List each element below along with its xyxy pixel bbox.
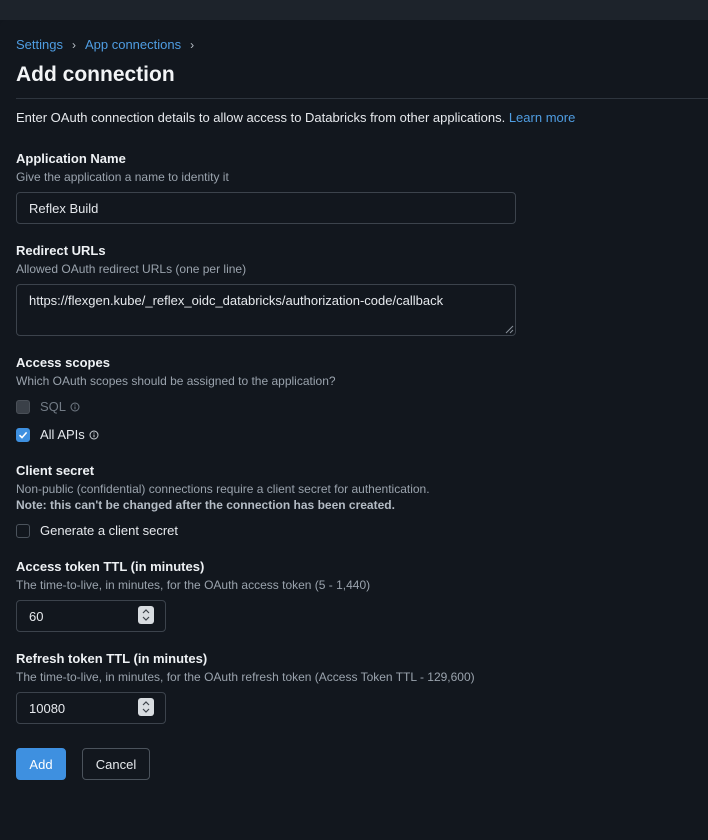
scope-sql-option bbox=[16, 399, 80, 414]
access-ttl-stepper[interactable] bbox=[138, 606, 154, 624]
generate-secret-checkbox[interactable] bbox=[16, 524, 30, 538]
client-secret-hint: Non-public (confidential) connections require a client secret for authentication. bbox=[16, 482, 430, 496]
redirect-urls-wrapper bbox=[16, 284, 516, 336]
refresh-ttl-label: Refresh token TTL (in minutes) bbox=[16, 651, 208, 666]
app-name-label: Application Name bbox=[16, 151, 126, 166]
access-ttl-label: Access token TTL (in minutes) bbox=[16, 559, 205, 574]
chevron-right-icon: › bbox=[190, 38, 195, 52]
refresh-ttl-stepper[interactable] bbox=[138, 698, 154, 716]
info-icon[interactable] bbox=[70, 402, 80, 412]
redirect-urls-label: Redirect URLs bbox=[16, 243, 106, 258]
generate-secret-option bbox=[16, 523, 178, 538]
add-connection-panel bbox=[0, 20, 708, 840]
add-button[interactable]: Add bbox=[16, 748, 66, 780]
scope-all-apis-option bbox=[16, 427, 99, 442]
spinner-arrows-icon bbox=[138, 698, 154, 716]
chevron-right-icon: › bbox=[71, 38, 76, 52]
redirect-urls-textarea[interactable] bbox=[16, 284, 516, 336]
app-name-hint: Give the application a name to identity it bbox=[16, 170, 229, 184]
learn-more-link[interactable]: Learn more bbox=[508, 110, 576, 125]
generate-secret-label: Generate a client secret bbox=[40, 523, 179, 538]
scope-sql-label: SQL bbox=[40, 399, 67, 414]
breadcrumb-app-connections[interactable]: App connections bbox=[84, 37, 182, 52]
app-name-input[interactable] bbox=[16, 192, 516, 224]
breadcrumb-settings[interactable]: Settings bbox=[16, 37, 63, 52]
breadcrumb bbox=[16, 37, 203, 52]
resize-grip-icon[interactable] bbox=[505, 325, 514, 334]
redirect-urls-hint: Allowed OAuth redirect URLs (one per line) bbox=[16, 262, 247, 276]
intro-text bbox=[16, 110, 575, 125]
intro-description: Enter OAuth connection details to allow access to Databricks from other applications. bbox=[16, 110, 506, 125]
access-ttl-field bbox=[16, 600, 166, 632]
page-title: Add connection bbox=[16, 63, 175, 86]
top-bar bbox=[0, 0, 708, 20]
client-secret-note: Note: this can't be changed after the connection has been created. bbox=[16, 498, 395, 512]
cancel-button[interactable]: Cancel bbox=[82, 748, 150, 780]
spinner-arrows-icon bbox=[138, 606, 154, 624]
check-icon bbox=[18, 430, 28, 440]
refresh-ttl-hint: The time-to-live, in minutes, for the OAuth refresh token (Access Token TTL - 129,600) bbox=[16, 670, 475, 684]
access-scopes-label: Access scopes bbox=[16, 355, 110, 370]
access-scopes-hint: Which OAuth scopes should be assigned to the application? bbox=[16, 374, 336, 388]
info-icon[interactable] bbox=[89, 430, 99, 440]
scope-sql-checkbox[interactable] bbox=[16, 400, 30, 414]
title-divider bbox=[16, 98, 708, 99]
scope-all-apis-label: All APIs bbox=[40, 427, 85, 442]
scope-all-apis-checkbox[interactable] bbox=[16, 428, 30, 442]
client-secret-label: Client secret bbox=[16, 463, 95, 478]
access-ttl-hint: The time-to-live, in minutes, for the OAuth access token (5 - 1,440) bbox=[16, 578, 371, 592]
refresh-ttl-field bbox=[16, 692, 166, 724]
